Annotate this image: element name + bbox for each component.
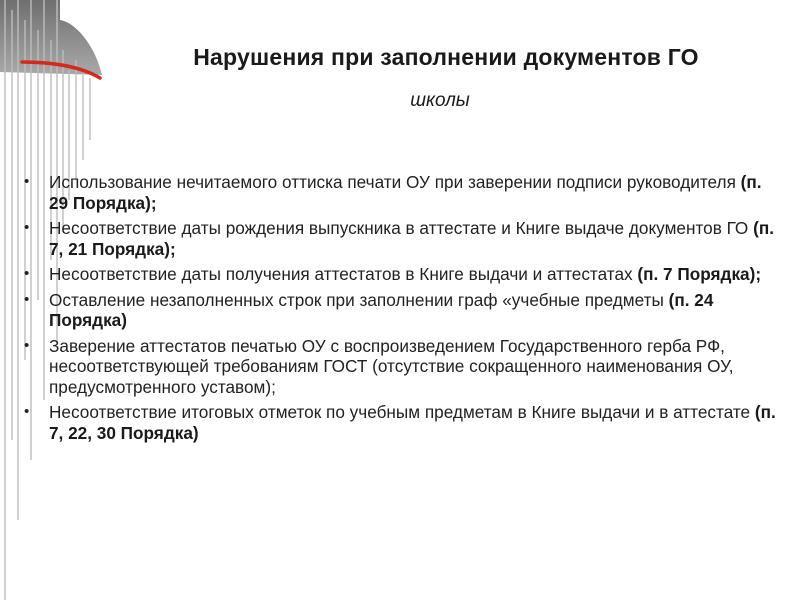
list-item bbox=[24, 336, 780, 398]
item-tail: ; bbox=[755, 264, 762, 284]
item-tail: ; bbox=[169, 238, 176, 259]
bullet-dot: • bbox=[24, 403, 30, 420]
list-item bbox=[24, 402, 780, 443]
bullet-dot: • bbox=[24, 336, 30, 354]
list-item bbox=[24, 172, 780, 213]
item-reference: (п. 29 Порядка) bbox=[49, 172, 762, 213]
item-reference: (п. 7 Порядка) bbox=[637, 264, 756, 284]
page-subtitle: школы bbox=[410, 90, 470, 111]
item-text: Несоответствие даты рождения выпускника в аттестате и Книге выдаче документов ГО bbox=[49, 218, 754, 238]
bullet-dot: • bbox=[24, 290, 30, 308]
item-text: Использование нечитаемого оттиска печати ОУ при заверении подписи руководителя bbox=[49, 172, 741, 192]
page-title: Нарушения при заполнении документов ГО bbox=[193, 44, 699, 70]
list-item bbox=[24, 264, 780, 285]
item-text: Заверение аттестатов печатью ОУ с воспроизведением Государственного герба РФ, несоответствующей требованиям ГОСТ (отсутствие сокращенного наименования ОУ, предусмотренного уставом); bbox=[49, 335, 734, 397]
item-reference: (п. 24 Порядка) bbox=[49, 289, 714, 330]
bullet-dot: • bbox=[24, 173, 30, 190]
item-reference: (п. 7, 21 Порядка) bbox=[49, 218, 774, 259]
item-reference: (п. 7, 22, 30 Порядка) bbox=[49, 402, 776, 443]
bullet-list bbox=[24, 172, 780, 448]
item-text: Оставление незаполненных строк при заполнении граф «учебные предметы bbox=[49, 289, 669, 310]
item-text: Несоответствие даты получения аттестатов в Книге выдачи и аттестатах bbox=[49, 264, 638, 284]
bullet-dot: • bbox=[24, 265, 30, 282]
list-item bbox=[24, 290, 780, 331]
bullet-dot: • bbox=[24, 219, 30, 236]
list-item bbox=[24, 218, 780, 259]
item-text: Несоответствие итоговых отметок по учебным предметам в Книге выдачи и в аттестате bbox=[49, 402, 755, 422]
item-tail: ; bbox=[150, 192, 157, 213]
